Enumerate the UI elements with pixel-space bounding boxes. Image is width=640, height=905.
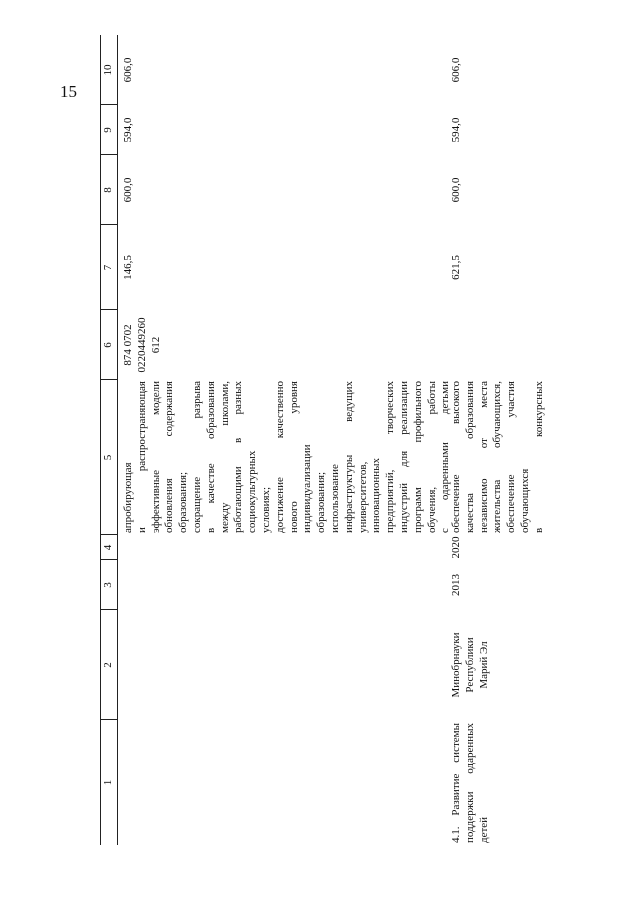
text-line: университетов, bbox=[356, 461, 369, 533]
text-line: 4.1. Развитие системы bbox=[450, 723, 462, 843]
text-line: между школами, bbox=[218, 381, 231, 533]
text-line: условиях; bbox=[259, 486, 272, 533]
text-line: образования; bbox=[177, 471, 190, 533]
text-line: индивидуализации bbox=[301, 444, 314, 533]
text-line: образования; bbox=[315, 471, 328, 533]
header-bottom-border bbox=[117, 35, 118, 845]
budget-code-line: 612 bbox=[149, 336, 162, 354]
budget-code-line: 874 0702 bbox=[122, 324, 134, 366]
col-header-5: 5 bbox=[102, 454, 114, 461]
col-header-9: 9 bbox=[102, 127, 114, 133]
text-line: качества образования bbox=[463, 381, 476, 533]
row-4-1-start-year: 2013 bbox=[450, 574, 462, 596]
col-header-8: 8 bbox=[102, 187, 114, 193]
prev-row-description bbox=[122, 381, 453, 533]
col-header-4: 4 bbox=[102, 544, 114, 551]
text-line: программ профильного bbox=[411, 381, 424, 533]
text-line: инфраструктуры ведущих bbox=[342, 381, 355, 533]
text-line: апробирующая bbox=[122, 462, 134, 533]
text-line: поддержки одаренных bbox=[463, 723, 476, 843]
text-line: и распространяющая bbox=[135, 381, 148, 533]
text-line: Республики bbox=[463, 637, 476, 693]
text-line: жительства обучающихся, bbox=[491, 381, 504, 533]
table-top-border bbox=[100, 35, 101, 845]
text-line: независимо от места bbox=[477, 381, 490, 533]
col-header-3: 3 bbox=[102, 582, 114, 588]
text-line: в качестве образования bbox=[204, 381, 217, 533]
text-line: Марий Эл bbox=[477, 641, 490, 689]
text-line: социокультурных bbox=[246, 450, 259, 533]
col-header-10: 10 bbox=[102, 64, 114, 76]
row-4-1-col9: 594,0 bbox=[450, 117, 462, 143]
prev-row-col7: 146,5 bbox=[122, 255, 134, 280]
text-line: эффективные модели bbox=[149, 381, 162, 533]
text-line: инновационных bbox=[370, 457, 383, 533]
text-line: обеспечение высокого bbox=[450, 381, 462, 533]
prev-row-code bbox=[122, 310, 163, 380]
col-header-2: 2 bbox=[102, 662, 114, 668]
text-line: детей bbox=[477, 816, 490, 843]
text-line: работающими в разных bbox=[232, 381, 245, 533]
col-header-7: 7 bbox=[102, 264, 114, 271]
text-line: обновления содержания bbox=[163, 381, 176, 533]
row-4-1-name bbox=[450, 723, 491, 843]
text-line: обучающихся bbox=[518, 468, 531, 533]
row-4-1-end-year: 2020 bbox=[450, 536, 462, 559]
rotated-table bbox=[100, 35, 545, 845]
row-4-1-description bbox=[450, 381, 547, 533]
row-4-1-col7: 621,5 bbox=[450, 255, 462, 280]
text-line: нового уровня bbox=[287, 381, 300, 533]
col-header-1: 1 bbox=[102, 779, 114, 786]
text-line: использование bbox=[328, 464, 341, 533]
page-number: 15 bbox=[60, 82, 77, 101]
prev-row-col10: 606,0 bbox=[122, 57, 134, 83]
row-4-1-executor bbox=[450, 612, 491, 718]
text-line: сокращение разрыва bbox=[190, 381, 203, 533]
text-line: обеспечение участия bbox=[505, 381, 518, 533]
text-line: с одаренными детьми bbox=[439, 381, 452, 533]
row-4-1-col10: 606,0 bbox=[450, 57, 462, 83]
text-line: предприятий, творческих bbox=[384, 381, 397, 533]
col-header-6: 6 bbox=[102, 342, 114, 348]
budget-code-line: 0220449260 bbox=[135, 317, 148, 373]
prev-row-col9: 594,0 bbox=[122, 117, 134, 143]
text-line: Минобрнауки bbox=[450, 632, 462, 698]
text-line: индустрий для реализации bbox=[397, 381, 410, 533]
text-line: достижение качественно bbox=[273, 381, 286, 533]
row-4-1-col8: 600,0 bbox=[450, 177, 462, 203]
text-line: в конкурсных bbox=[532, 381, 545, 533]
prev-row-col8: 600,0 bbox=[122, 177, 134, 203]
text-line: обучения, работы bbox=[425, 381, 438, 533]
